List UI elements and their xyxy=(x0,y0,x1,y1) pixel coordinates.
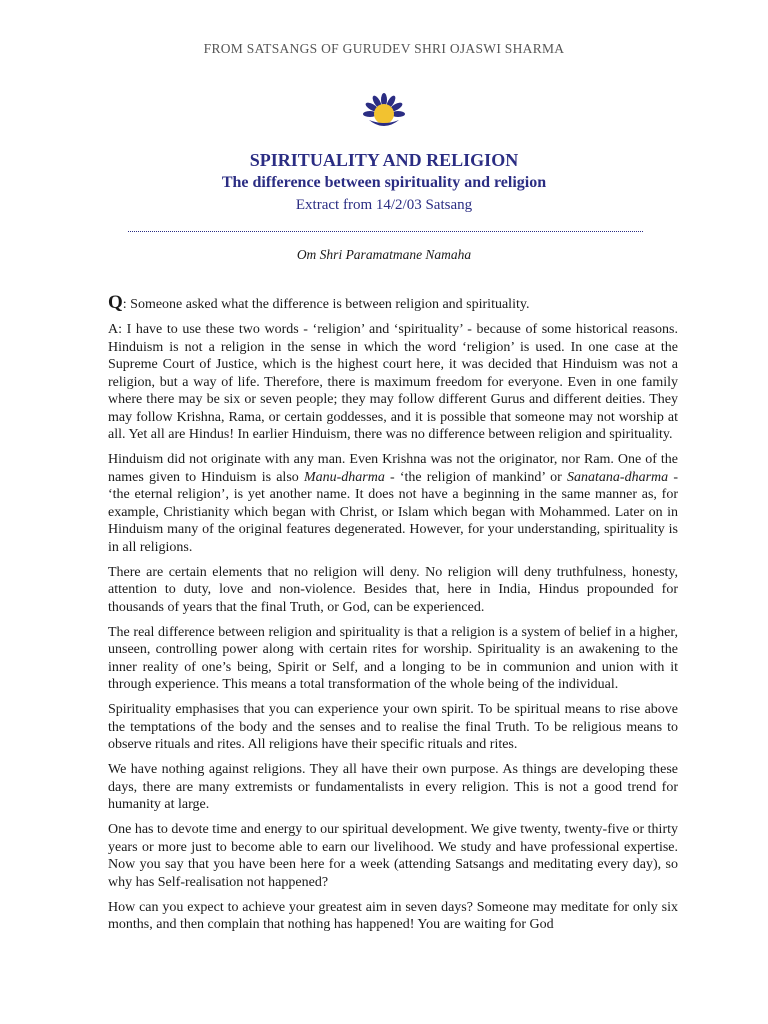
paragraph-1: A: I have to use these two words - ‘religion’ and ‘spirituality’ - because of some historical reasons. Hinduism is not a religion in the sense in which the word ‘religion’ is used. In one case at the Supreme Court of Justice, which is the highest court here, it was decided that Hinduism was not a religion, but a way of life. Therefore, there is maximum freedom for everyone. Even in one family where there may be six or seven people; they may follow different Gurus and different deities. They may follow Krishna, Rama, or certain goddesses, and it is possible that someone may not worship at all. Yet all are Hindus! In earlier Hinduism, there was no difference between religion and spirituality. xyxy=(108,322,678,442)
term-manu-dharma: Manu-dharma xyxy=(303,469,385,485)
extract-source: Extract from 14/2/03 Satsang xyxy=(295,197,473,213)
page-title: SPIRITUALITY AND RELIGION xyxy=(249,150,519,170)
question-letter: Q xyxy=(108,292,123,313)
question-text: : Someone asked what the difference is between religion and spirituality. xyxy=(122,297,530,312)
dotted-divider xyxy=(128,231,643,232)
paragraph-5: Spirituality emphasises that you can experience your own spirit. To be spiritual means to rise above the temptations of the body and the senses and to realise the final Truth. To be religious means to observe rituals and rites. All religions have their specific rituals and rites. xyxy=(108,702,678,752)
invocation: Om Shri Paramatmane Namaha xyxy=(296,247,472,262)
title-block xyxy=(0,148,768,216)
paragraph-3: There are certain elements that no religion will deny. No religion will deny truthfulness, honesty, attention to duty, love and non-violence. Besides that, here in India, Hindus propounded for thousands of years that the final Truth, or God, can be experienced. xyxy=(108,564,678,615)
article-body xyxy=(108,294,678,941)
paragraph-6: We have nothing against religions. They all have their own purpose. As things are developing these days, there are many extremists or fundamentalists in every religion. This is not a good trend for humanity at large. xyxy=(108,762,678,812)
page-header: FROM SATSANGS OF GURUDEV SHRI OJASWI SHARMA xyxy=(203,41,565,56)
page-subtitle: The difference between spirituality and religion xyxy=(221,174,547,191)
paragraph-7: One has to devote time and energy to our spiritual development. We give twenty, twenty-five or thirty years or more just to become able to earn our livelihood. We study and have professional expertise. Now you say that you have been here for a week (attending Satsangs and meditating every day), so why has Self-realisation not happened? xyxy=(108,822,678,890)
paragraph-2-part-b: - ‘the religion of mankind’ or xyxy=(384,469,568,485)
paragraph-8: How can you expect to achieve your greatest aim in seven days? Someone may meditate for only six months, and then complain that nothing has happened! You are waiting for God xyxy=(108,899,678,932)
paragraph-2-part-c: - ‘the eternal religion’, is yet another name. It does not have a beginning in the same manner as, for example, Christianity which began with Christ, or Islam which began with Mohammed. Later on in Hinduism many of the original features degenerated. However, for your understanding, spirituality is in all religions. xyxy=(108,469,678,555)
term-sanatana-dharma: Sanatana-dharma xyxy=(567,469,669,485)
question-paragraph xyxy=(108,294,678,314)
paragraph-2 xyxy=(108,451,678,556)
paragraph-2-part-a: Hinduism did not originate with any man. Even Krishna was not the originator, nor Ram. One of the names given to Hinduism is also xyxy=(108,452,678,485)
paragraph-4: The real difference between religion and spirituality is that a religion is a system of belief in a higher, unseen, controlling power along with certain rites for worship. Spirituality is an awakening to the inner reality of one’s being, Spirit or Self, and a longing to be in communion and union with it through experience. This means a total transformation of the whole being of the individual. xyxy=(108,624,678,692)
lotus-sun-icon xyxy=(363,92,405,134)
